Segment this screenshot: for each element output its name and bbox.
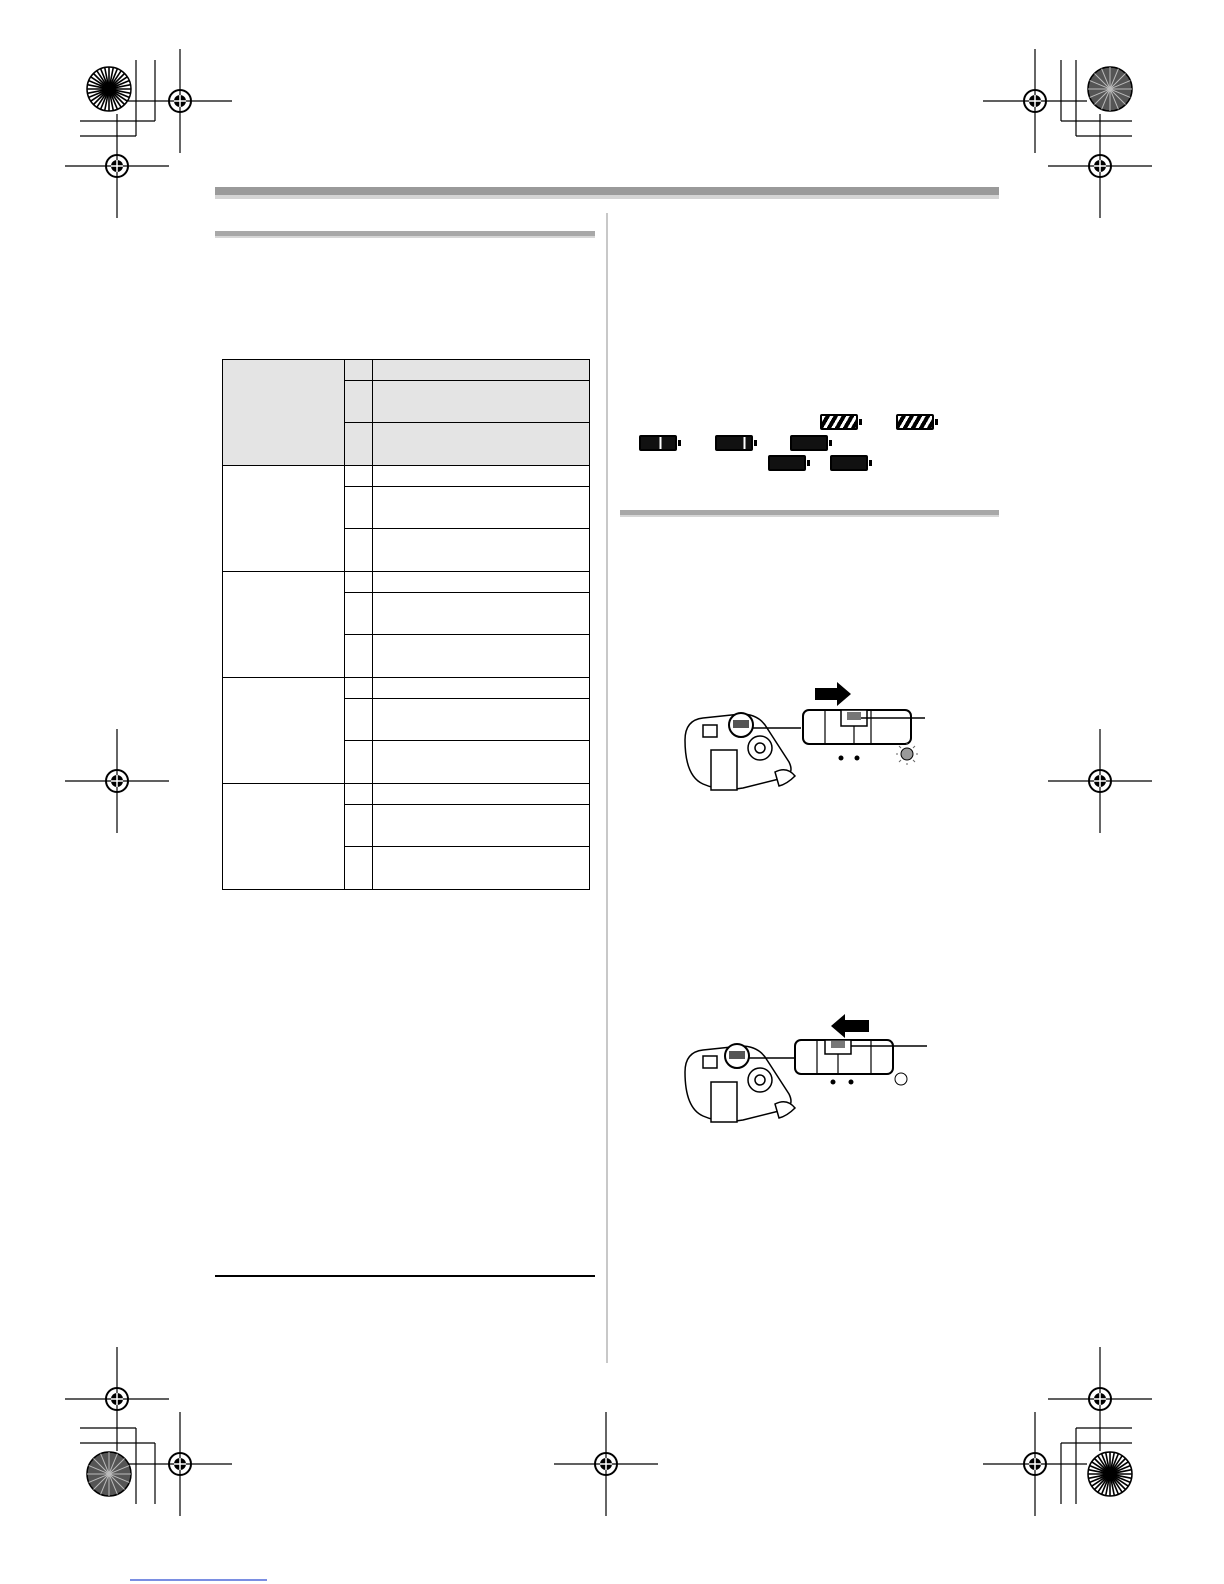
registration-mark-icon bbox=[128, 1412, 232, 1516]
registration-mark-icon bbox=[983, 49, 1087, 153]
battery-icon bbox=[768, 455, 806, 471]
registration-mark-icon bbox=[1048, 1347, 1152, 1451]
battery-icon bbox=[896, 414, 934, 430]
table-cell bbox=[373, 572, 590, 593]
battery-icon bbox=[715, 435, 753, 451]
arrow-left-icon bbox=[831, 1014, 869, 1038]
footnote-rule bbox=[215, 1275, 595, 1277]
table-cell bbox=[345, 593, 373, 635]
camcorder-power-on-illustration bbox=[675, 680, 975, 800]
table-group-label bbox=[223, 572, 345, 678]
battery-icon bbox=[639, 435, 677, 451]
registration-mark-icon bbox=[65, 1347, 169, 1451]
table-group-label bbox=[223, 678, 345, 784]
table-cell bbox=[373, 487, 590, 529]
arrow-right-icon bbox=[815, 682, 851, 706]
table-cell bbox=[373, 381, 590, 423]
column-divider bbox=[606, 213, 608, 1363]
color-wheel-icon bbox=[87, 67, 131, 111]
registration-mark-icon bbox=[1048, 729, 1152, 833]
registration-mark-icon bbox=[65, 729, 169, 833]
table-cell bbox=[345, 423, 373, 466]
registration-mark-icon bbox=[983, 1412, 1087, 1516]
table-group-label bbox=[223, 466, 345, 572]
battery-icon bbox=[820, 414, 858, 430]
table-cell bbox=[345, 360, 373, 381]
table-cell bbox=[373, 805, 590, 847]
battery-icon bbox=[790, 435, 828, 451]
table-cell bbox=[373, 847, 590, 890]
battery-icon bbox=[830, 455, 868, 471]
lamp-icon bbox=[895, 1073, 907, 1085]
table-cell bbox=[345, 572, 373, 593]
registration-mark-icon bbox=[65, 114, 169, 218]
color-wheel-icon bbox=[1088, 1452, 1132, 1496]
right-section-rule bbox=[620, 510, 999, 517]
table-cell bbox=[345, 381, 373, 423]
table-cell bbox=[373, 635, 590, 678]
table-cell bbox=[345, 699, 373, 741]
table-cell bbox=[373, 593, 590, 635]
color-wheel-icon bbox=[1088, 67, 1132, 111]
registration-mark-icon bbox=[128, 49, 232, 153]
table-cell bbox=[373, 741, 590, 784]
table-cell bbox=[373, 423, 590, 466]
table-cell bbox=[345, 466, 373, 487]
table-cell bbox=[345, 741, 373, 784]
registration-mark-icon bbox=[554, 1412, 658, 1516]
table-cell bbox=[373, 784, 590, 805]
table-cell bbox=[345, 487, 373, 529]
table-cell bbox=[345, 784, 373, 805]
table-cell bbox=[345, 678, 373, 699]
color-wheel-icon bbox=[87, 1452, 131, 1496]
table-cell bbox=[345, 847, 373, 890]
registration-mark-icon bbox=[1048, 114, 1152, 218]
table-cell bbox=[373, 360, 590, 381]
table-cell bbox=[373, 699, 590, 741]
table-cell bbox=[345, 805, 373, 847]
spec-table bbox=[222, 359, 590, 890]
table-cell bbox=[345, 529, 373, 572]
table-cell bbox=[373, 678, 590, 699]
page-header-band bbox=[215, 187, 999, 199]
table-group-label bbox=[223, 784, 345, 890]
table-cell bbox=[373, 466, 590, 487]
table-group-label bbox=[223, 360, 345, 466]
table-cell bbox=[373, 529, 590, 572]
left-section-rule bbox=[215, 231, 595, 238]
table-cell bbox=[345, 635, 373, 678]
camcorder-power-off-illustration bbox=[675, 1010, 975, 1130]
lamp-icon bbox=[896, 743, 918, 765]
